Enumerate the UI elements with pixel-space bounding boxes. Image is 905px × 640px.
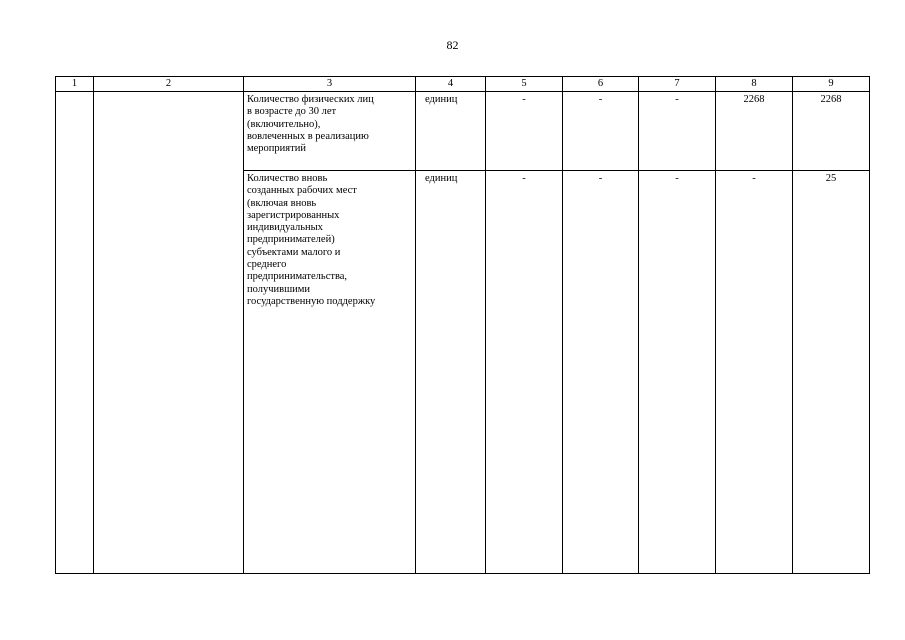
row-number-cell — [56, 92, 94, 574]
value-cell-7: - — [639, 171, 716, 574]
indicators-table — [55, 76, 870, 574]
indicator-description: Количество физических лиц в возрасте до 30 лет (включительно), вовлеченных в реализацию мероприятий — [244, 92, 416, 171]
value-cell-7: - — [639, 92, 716, 171]
value-cell-8: 2268 — [716, 92, 793, 171]
column-header-1: 1 — [56, 77, 94, 92]
value-cell-9: 25 — [793, 171, 870, 574]
unit-cell: единиц — [416, 92, 486, 171]
column-header-3: 3 — [244, 77, 416, 92]
column-header-6: 6 — [563, 77, 639, 92]
value-cell-5: - — [486, 92, 563, 171]
value-cell-9: 2268 — [793, 92, 870, 171]
value-cell-5: - — [486, 171, 563, 574]
indicator-description: Количество вновь созданных рабочих мест (включая вновь зарегистрированных индивидуальных предпринимателей) субъектами малого и среднего предпринимательства, получившими государственную поддержку — [244, 171, 416, 574]
unit-cell: единиц — [416, 171, 486, 574]
header-row — [56, 77, 870, 92]
column-header-7: 7 — [639, 77, 716, 92]
column-header-2: 2 — [94, 77, 244, 92]
column-header-9: 9 — [793, 77, 870, 92]
value-cell-6: - — [563, 171, 639, 574]
table-row — [56, 92, 870, 171]
program-name-cell — [94, 92, 244, 574]
column-header-4: 4 — [416, 77, 486, 92]
column-header-5: 5 — [486, 77, 563, 92]
column-header-8: 8 — [716, 77, 793, 92]
value-cell-8: - — [716, 171, 793, 574]
page-number: 82 — [446, 38, 459, 52]
value-cell-6: - — [563, 92, 639, 171]
